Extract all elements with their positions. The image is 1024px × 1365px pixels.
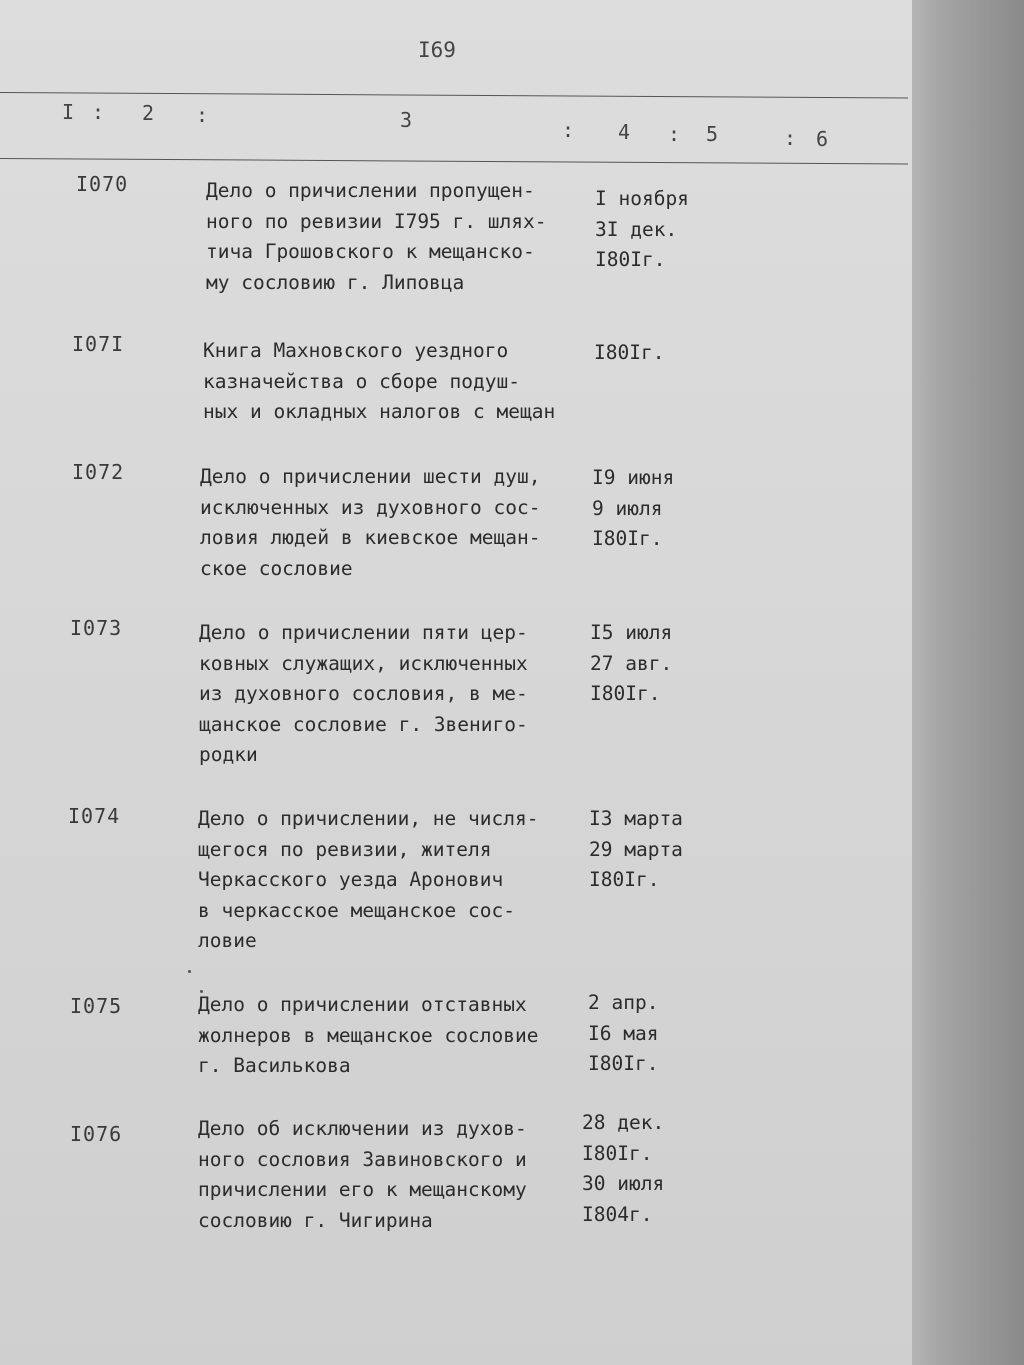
entry-date: I80Iг. (588, 1052, 659, 1075)
entry-date: I80Iг. (589, 868, 660, 891)
entry-date: 9 июля (592, 496, 663, 520)
header-rule-top (0, 92, 908, 99)
entry-dates (595, 184, 689, 276)
entry-date: I804г. (582, 1202, 653, 1226)
column-header-1: I (62, 100, 75, 124)
column-separator: : (668, 122, 681, 146)
column-separator: : (784, 126, 797, 150)
header-rule-bottom (0, 158, 908, 165)
entry-line: ного по ревизии I795 г. шлях- (206, 209, 547, 233)
entry-line: из духовного сословия, в ме- (199, 682, 528, 705)
entry-number: I072 (72, 460, 125, 484)
entry-line: ковных служащих, исключенных (199, 651, 528, 675)
entry-line: Дело о причислении шести душ, (200, 465, 541, 488)
entry-line: ловие (198, 929, 257, 952)
entry-dates (594, 338, 664, 369)
page-number: I69 (418, 38, 456, 62)
entry-date: 2 апр. (588, 991, 659, 1014)
ink-speck (200, 990, 203, 993)
entry-date: I ноября (595, 187, 689, 210)
entry-number: I074 (68, 804, 121, 828)
entry-description (199, 618, 528, 771)
column-header-6: 6 (816, 127, 829, 151)
entry-date: I80Iг. (595, 248, 666, 271)
entry-line: ское сословие (200, 556, 353, 580)
entry-date: I5 июля (590, 621, 673, 644)
entry-number: I075 (70, 994, 123, 1018)
entry-number: I073 (70, 616, 123, 640)
entry-date: I80Iг. (592, 527, 663, 550)
entry-line: г. Василькова (198, 1054, 351, 1077)
entry-date: 29 марта (589, 837, 683, 861)
entry-line: родки (199, 743, 258, 766)
column-separator: : (196, 103, 209, 127)
entry-dates (582, 1108, 664, 1230)
entry-description (206, 176, 546, 298)
column-header-2: 2 (142, 101, 155, 125)
entry-line: Дело о причислении, не числя- (198, 807, 539, 830)
entry-date: I80Iг. (590, 682, 661, 705)
entry-line: тича Грошовского к мещанско- (206, 240, 535, 263)
entry-line: Дело об исключении из духов- (198, 1117, 527, 1140)
entry-line: Книга Махновского уездного (203, 339, 509, 362)
entry-dates (589, 804, 683, 896)
entry-description (198, 804, 538, 957)
entry-dates (588, 988, 658, 1080)
entry-line: ного сословия Завиновского и (198, 1147, 527, 1171)
entry-line: ловия людей в киевское мещан- (200, 526, 541, 549)
entry-date: 27 авг. (590, 651, 673, 675)
entry-dates (592, 463, 674, 555)
entry-date: 3I дек. (595, 217, 678, 241)
entry-date: I80Iг. (594, 341, 665, 364)
entry-line: Дело о причислении отставных (198, 993, 527, 1016)
entry-line: жолнеров в мещанское сословие (198, 1023, 539, 1047)
entry-line: ных и окладных налогов с мещан (203, 400, 556, 423)
entry-description (198, 990, 538, 1082)
ink-speck (188, 970, 191, 973)
entry-line: щанское сословие г. Звениго- (199, 712, 528, 736)
entry-line: му сословию г. Липовца (206, 270, 465, 294)
entry-line: Дело о причислении пяти цер- (199, 621, 528, 644)
entry-description (200, 462, 540, 584)
entry-date: 30 июля (582, 1172, 665, 1195)
entry-line: казначейства о сборе подуш- (203, 369, 520, 393)
entry-dates (590, 618, 672, 710)
column-separator: : (92, 100, 105, 124)
entry-line: причислении его к мещанскому (198, 1178, 527, 1201)
entry-date: 28 дек. (582, 1111, 665, 1134)
column-header-4: 4 (618, 120, 631, 144)
entry-description (198, 1114, 527, 1236)
column-separator: : (562, 118, 575, 142)
page-edge-shadow (912, 0, 1024, 1365)
column-header-3: 3 (400, 108, 413, 132)
entry-line: Черкасского уезда Аронович (198, 868, 504, 891)
entry-description (203, 336, 555, 428)
entry-date: I6 мая (588, 1021, 659, 1045)
entry-number: I070 (76, 172, 129, 196)
column-header-5: 5 (706, 122, 719, 146)
entry-line: щегося по ревизии, жителя (198, 837, 492, 861)
entry-date: I9 июня (592, 466, 675, 489)
entry-line: исключенных из духовного сос- (200, 495, 541, 519)
entry-number: I07I (72, 332, 125, 356)
entry-line: в черкасское мещанское сос- (198, 898, 515, 922)
entry-date: I3 марта (589, 807, 683, 830)
entry-line: Дело о причислении пропущен- (206, 179, 535, 202)
entry-date: I80Iг. (582, 1141, 653, 1165)
entry-number: I076 (70, 1122, 123, 1146)
entry-line: сословию г. Чигирина (198, 1208, 433, 1232)
